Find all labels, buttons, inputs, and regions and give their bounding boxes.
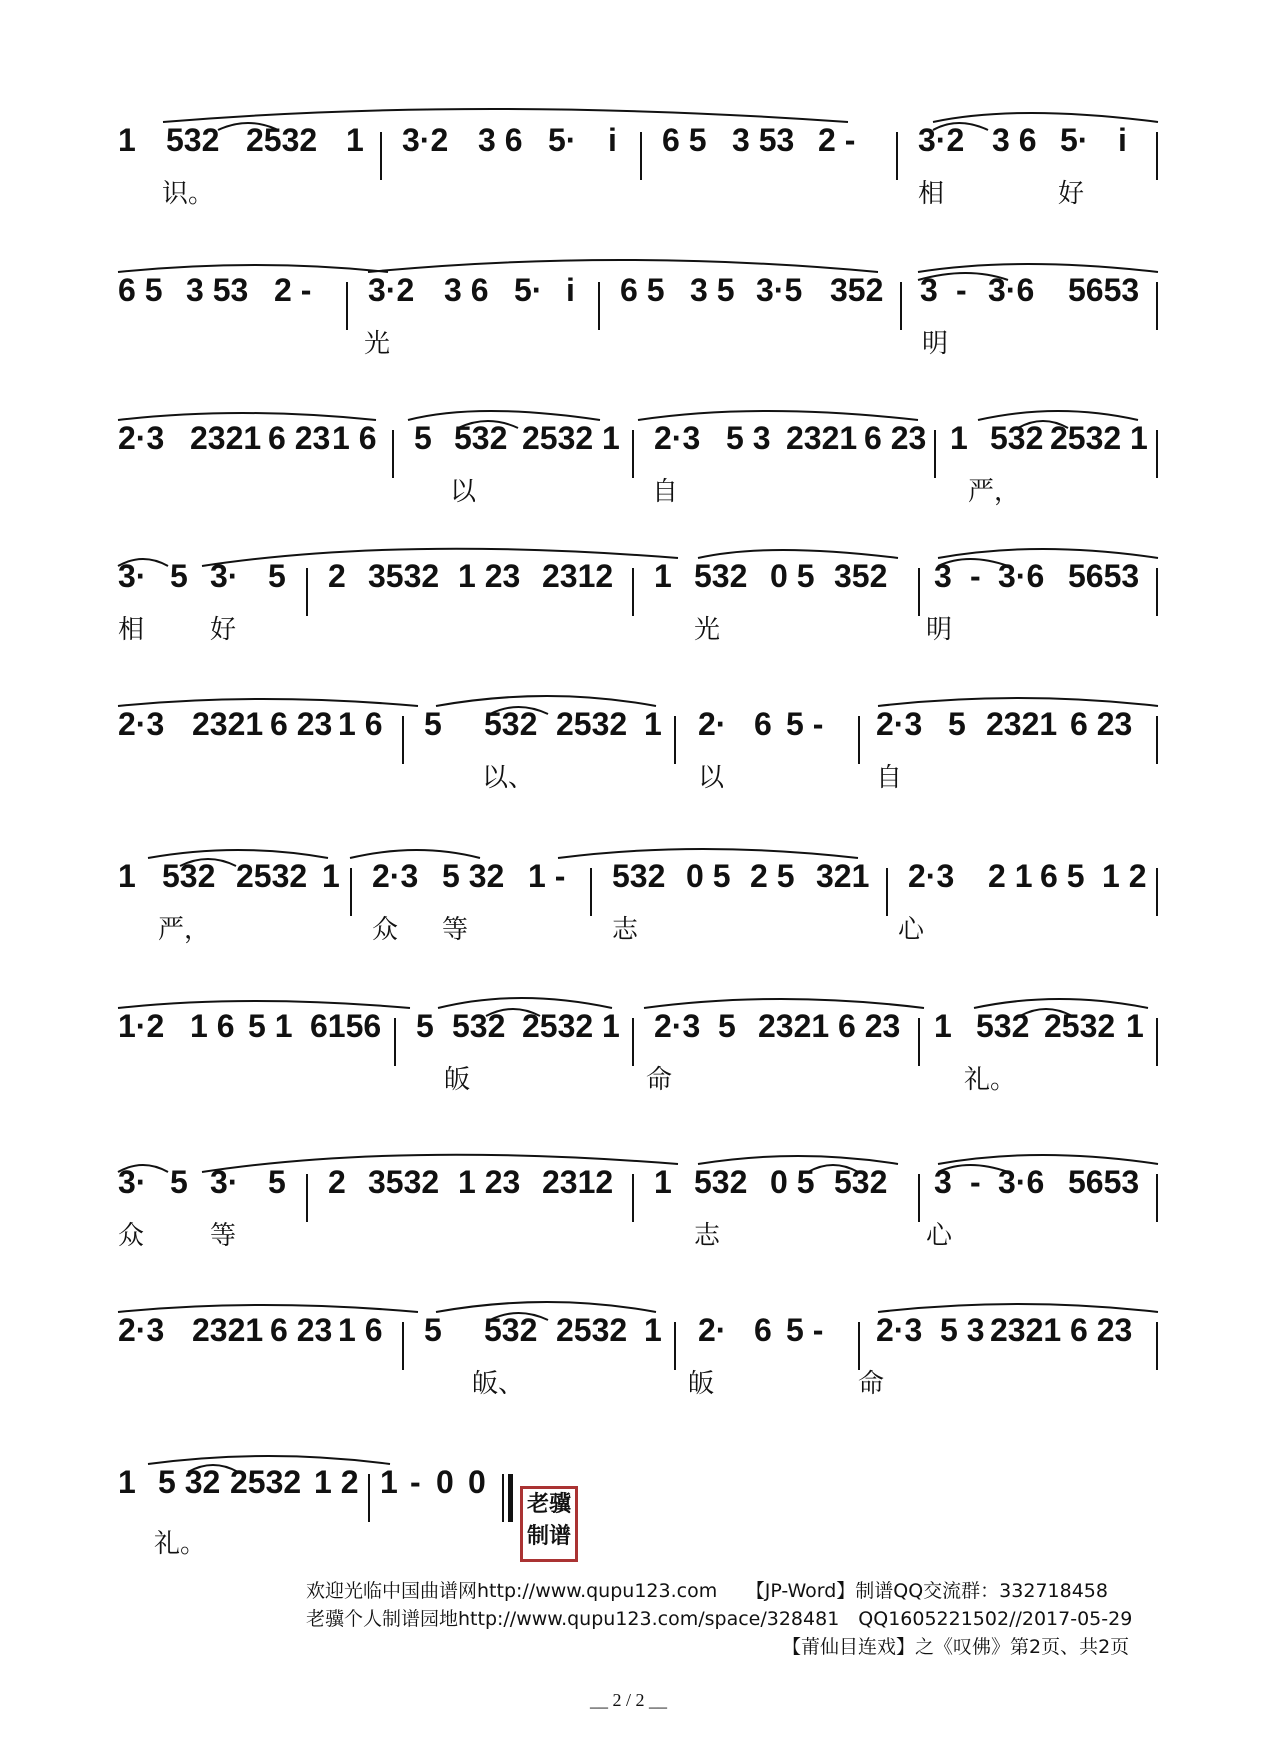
note: 5 [170,1164,188,1200]
staff-system-3 [118,398,1160,528]
note: 5 3 [726,420,771,456]
note: 2532 [1044,1008,1116,1044]
bar-line [346,282,348,330]
stamp-line-2: 制谱 [526,1524,571,1549]
note: 532 [166,122,220,158]
lyric: 自 [876,763,903,793]
note: 5 3 [940,1312,985,1348]
lyric: 皈、 [472,1369,525,1399]
note: 2321 [990,1312,1062,1348]
staff-system-5 [118,684,1160,814]
note: 6 23 [270,1312,333,1348]
note: 3·6 [998,558,1045,594]
lyric: 识。 [162,179,215,209]
note: 2 - [818,122,856,158]
lyric: 好 [1058,179,1085,209]
note: 2·3 [372,858,419,894]
bar-line [598,282,600,330]
bar-line [632,1018,634,1066]
note: 1 [654,1164,672,1200]
lyric: 礼。 [154,1529,207,1559]
note: 352 [830,272,884,308]
final-bar-line [502,1474,504,1522]
bar-line [674,1322,676,1370]
note: 5 [416,1008,434,1044]
lyric: 好 [210,615,237,645]
note: 532 [162,858,216,894]
note: 2·3 [118,1312,165,1348]
composer-seal-stamp [520,1486,578,1562]
note: 2312 [542,1164,614,1200]
bar-line [1156,132,1158,180]
note: 2321 [192,706,264,742]
note: 5653 [1068,558,1140,594]
note: 5 [424,706,442,742]
note: 2312 [542,558,614,594]
lyric: 光 [694,615,721,645]
note: 1 [602,1008,620,1044]
note: 2532 [236,858,308,894]
note: 6 23 [270,706,333,742]
note: 1 [934,1008,952,1044]
note: 5 32 [158,1464,221,1500]
note: 532 [452,1008,506,1044]
bar-line [590,868,592,916]
note: 1 6 [338,1312,383,1348]
lyric: 等 [210,1221,237,1251]
note: 5 [268,558,286,594]
note: 6 23 [1070,706,1133,742]
lyric: 众 [118,1221,145,1251]
note: 1 [1130,420,1148,456]
note: 5 - [786,1312,824,1348]
note: 352 [834,558,888,594]
lyric: 以、 [482,763,535,793]
note: 2532 [230,1464,302,1500]
bar-line [350,868,352,916]
bar-line [380,132,382,180]
note: - [956,272,967,308]
bar-line [918,1018,920,1066]
note: 3·5 [756,272,803,308]
note: 1 [602,420,620,456]
note: 1 [118,122,136,158]
note: 6 23 [864,420,927,456]
note: 5· [548,122,577,158]
footer-line-2: 老骥个人制谱园地http://www.qupu123.com/space/328481 QQ1605221502//2017-05-29 [306,1608,1133,1630]
note: 1 [654,558,672,594]
note: 2·3 [908,858,955,894]
note: 0 5 [686,858,731,894]
lyric: 严， [968,477,1021,507]
note: i [1118,122,1127,158]
bar-line [1156,716,1158,764]
note: 1 6 [190,1008,235,1044]
note: 5 [718,1008,736,1044]
note: 6 5 [118,272,163,308]
bar-line [402,1322,404,1370]
lyric: 礼。 [964,1065,1017,1095]
bar-line [632,568,634,616]
staff-system-1 [118,100,1160,230]
note: 532 [484,706,538,742]
note: - [410,1464,421,1500]
note: 2 - [274,272,312,308]
note: 532 [694,558,748,594]
bar-line [394,1018,396,1066]
note: 2321 [190,420,262,456]
note: 2·3 [118,706,165,742]
note: 5 [414,420,432,456]
note: 3 [934,1164,952,1200]
note: 5 1 [248,1008,293,1044]
note: 1 [322,858,340,894]
note: 3 6 [992,122,1037,158]
lyric: 命 [646,1065,673,1095]
note: 3·2 [918,122,965,158]
note: 0 5 [770,1164,815,1200]
note: 321 [816,858,870,894]
note: 2 [328,1164,346,1200]
bar-line [392,430,394,478]
note: 1 2 [1102,858,1147,894]
note: 2532 [1050,420,1122,456]
lyric: 以 [698,763,725,793]
bar-line [640,132,642,180]
note: 2321 [758,1008,830,1044]
note: 3532 [368,1164,440,1200]
bar-line [934,430,936,478]
note: 6 5 [1040,858,1085,894]
note: 3 6 [478,122,523,158]
note: i [608,122,617,158]
note: 6 [754,706,772,742]
bar-line [896,132,898,180]
staff-system-6 [118,836,1160,966]
note: 3 5 [690,272,735,308]
note: 0 5 [770,558,815,594]
bar-line [632,430,634,478]
staff-system-2 [118,250,1160,380]
note: 1 [380,1464,398,1500]
note: 3· [118,1164,147,1200]
note: 3 6 [444,272,489,308]
note: 3· [210,558,239,594]
note: 2532 [522,1008,594,1044]
note: 6 23 [268,420,331,456]
lyric: 严， [158,915,211,945]
note: 5 [170,558,188,594]
bar-line [1156,1322,1158,1370]
lyric: 志 [612,915,639,945]
lyric: 心 [926,1221,953,1251]
note: 5653 [1068,272,1140,308]
note: 6156 [310,1008,382,1044]
lyric: 明 [926,615,953,645]
note: 6 23 [1070,1312,1133,1348]
bar-line [1156,568,1158,616]
note: 2321 [786,420,858,456]
note: 3·2 [368,272,415,308]
note: 1 6 [338,706,383,742]
note: 3532 [368,558,440,594]
note: 1 23 [458,1164,521,1200]
note: 1 [1126,1008,1144,1044]
bar-line [674,716,676,764]
note: 532 [612,858,666,894]
bar-line [306,568,308,616]
note: 1 [118,1464,136,1500]
note: 3 [920,272,938,308]
staff-system-8 [118,1142,1160,1272]
note: 3·6 [998,1164,1045,1200]
note: 5· [514,272,543,308]
note: 6 23 [838,1008,901,1044]
bar-line [858,1322,860,1370]
staff-system-10 [118,1442,1160,1572]
bar-line [632,1174,634,1222]
lyric: 命 [858,1369,885,1399]
bar-line [858,716,860,764]
bar-line [900,282,902,330]
staff-system-7 [118,986,1160,1116]
lyric: 皈 [688,1369,715,1399]
note: 1·2 [118,1008,165,1044]
note: 1 6 [332,420,377,456]
bar-line [1156,282,1158,330]
note: 532 [834,1164,888,1200]
note: 3·2 [402,122,449,158]
lyric: 等 [442,915,469,945]
note: i [566,272,575,308]
note: 2 1 [988,858,1033,894]
note: 5· [1060,122,1089,158]
lyric: 相 [918,179,945,209]
note: 2· [698,1312,727,1348]
bar-line [1156,1174,1158,1222]
note: 5653 [1068,1164,1140,1200]
note: 3 53 [732,122,795,158]
note: 2532 [556,1312,628,1348]
note: 2·3 [876,1312,923,1348]
note: 532 [694,1164,748,1200]
final-bar-line-thick [508,1474,513,1522]
note: 1 [950,420,968,456]
footer-line-3: 【莆仙目连戏】之《叹佛》第2页、共2页 [782,1636,1130,1658]
note: 2 [328,558,346,594]
bar-line [1156,868,1158,916]
page-number: __ 2 / 2 __ [590,1690,668,1710]
note: 532 [484,1312,538,1348]
note: 2 5 [750,858,795,894]
note: 0 [468,1464,486,1500]
lyric: 以 [450,477,477,507]
note: 0 [436,1464,454,1500]
note: 2·3 [654,420,701,456]
note: 6 5 [662,122,707,158]
note: 6 5 [620,272,665,308]
note: 2532 [522,420,594,456]
bar-line [306,1174,308,1222]
note: 1 2 [314,1464,359,1500]
note: 2532 [556,706,628,742]
note: 3 53 [186,272,249,308]
note: 1 [644,1312,662,1348]
note: - [970,558,981,594]
lyric: 志 [694,1221,721,1251]
bar-line [886,868,888,916]
bar-line [402,716,404,764]
note: 1 [346,122,364,158]
note: 3· [210,1164,239,1200]
note: 1 [644,706,662,742]
lyric: 明 [922,329,949,359]
bar-line [1156,430,1158,478]
note: 2·3 [654,1008,701,1044]
note: 2·3 [876,706,923,742]
note: 2· [698,706,727,742]
bar-line [918,568,920,616]
note: 6 [754,1312,772,1348]
note: 2321 [192,1312,264,1348]
staff-system-9 [118,1290,1160,1420]
bar-line [368,1474,370,1522]
note: 532 [990,420,1044,456]
lyric: 自 [652,477,679,507]
note: 2·3 [118,420,165,456]
lyric: 众 [372,915,399,945]
note: 5 - [786,706,824,742]
note: - [970,1164,981,1200]
note: 1 - [528,858,566,894]
lyric: 皈 [444,1065,471,1095]
lyric: 相 [118,615,145,645]
bar-line [918,1174,920,1222]
note: 1 [118,858,136,894]
stamp-line-1: 老骥 [526,1492,571,1517]
bar-line [1156,1018,1158,1066]
note: 3 [934,558,952,594]
note: 532 [976,1008,1030,1044]
note: 5 32 [442,858,505,894]
lyric: 心 [898,915,925,945]
staff-system-4 [118,536,1160,666]
note: 3·6 [988,272,1035,308]
note: 1 23 [458,558,521,594]
note: 2321 [986,706,1058,742]
lyric: 光 [364,329,391,359]
footer-line-1: 欢迎光临中国曲谱网http://www.qupu123.com 【JP-Word】制谱QQ交流群：332718458 [306,1580,1108,1602]
note: 5 [268,1164,286,1200]
note: 5 [424,1312,442,1348]
note: 2532 [246,122,318,158]
note: 3· [118,558,147,594]
note: 5 [948,706,966,742]
note: 532 [454,420,508,456]
